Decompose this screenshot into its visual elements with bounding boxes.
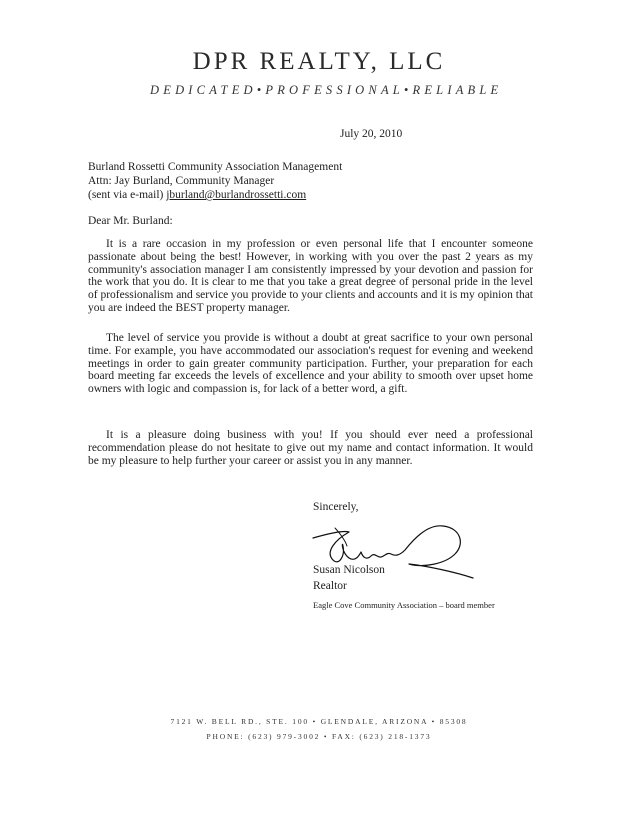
recipient-email-link[interactable]: jburland@burlandrossetti.com <box>166 189 307 201</box>
body-paragraph-3: It is a pleasure doing business with you! If you should ever need a professional recommendation please do not hesitate to give out my name and contact information. It would be my pleasure to help further your career or assist you in any manner. <box>88 429 533 467</box>
sent-via-label: (sent via e-mail) <box>88 189 167 201</box>
body-paragraph-2: The level of service you provide is without a doubt at great sacrifice to your own personal time. For example, you have accommodated our association's request for evening and weekend meetings in order to gain greater community participation. Further, your preparation for each board meeting far exceeds the levels of excellence and your ability to smooth over upset home owners with logic and compassion is, for lack of a better word, a gift. <box>88 332 533 396</box>
footer-contact: PHONE: (623) 979-3002 • FAX: (623) 218-1373 <box>206 732 432 741</box>
recipient-sent-via <box>88 188 342 202</box>
letter-date: July 20, 2010 <box>340 128 403 140</box>
recipient-org: Burland Rossetti Community Association Management <box>88 161 343 173</box>
company-name: DPR REALTY, LLC <box>192 48 446 75</box>
recipient-address <box>88 160 342 202</box>
body-paragraph-1: It is a rare occasion in my profession or even personal life that I encounter someone passionate about being the best! However, in working with you over the past 2 years as my community's association manager I am consistently impressed by your devotion and passion for the work that you do. It is clear to me that you take a great degree of personal pride in the level of professionalism and service you provide to your clients and accounts and it is my opinion that you are indeed the BEST property manager. <box>88 238 533 314</box>
footer-address: 7121 W. BELL RD., STE. 100 • GLENDALE, ARIZONA • 85308 <box>170 717 468 726</box>
salutation: Dear Mr. Burland: <box>88 215 173 227</box>
signer-title: Realtor <box>313 580 347 592</box>
company-tagline: DEDICATED•PROFESSIONAL•RELIABLE <box>150 83 503 97</box>
recipient-attn: Attn: Jay Burland, Community Manager <box>88 175 275 187</box>
signer-affiliation: Eagle Cove Community Association – board member <box>313 600 495 610</box>
closing: Sincerely, <box>313 501 359 513</box>
signer-name: Susan Nicolson <box>313 564 385 576</box>
